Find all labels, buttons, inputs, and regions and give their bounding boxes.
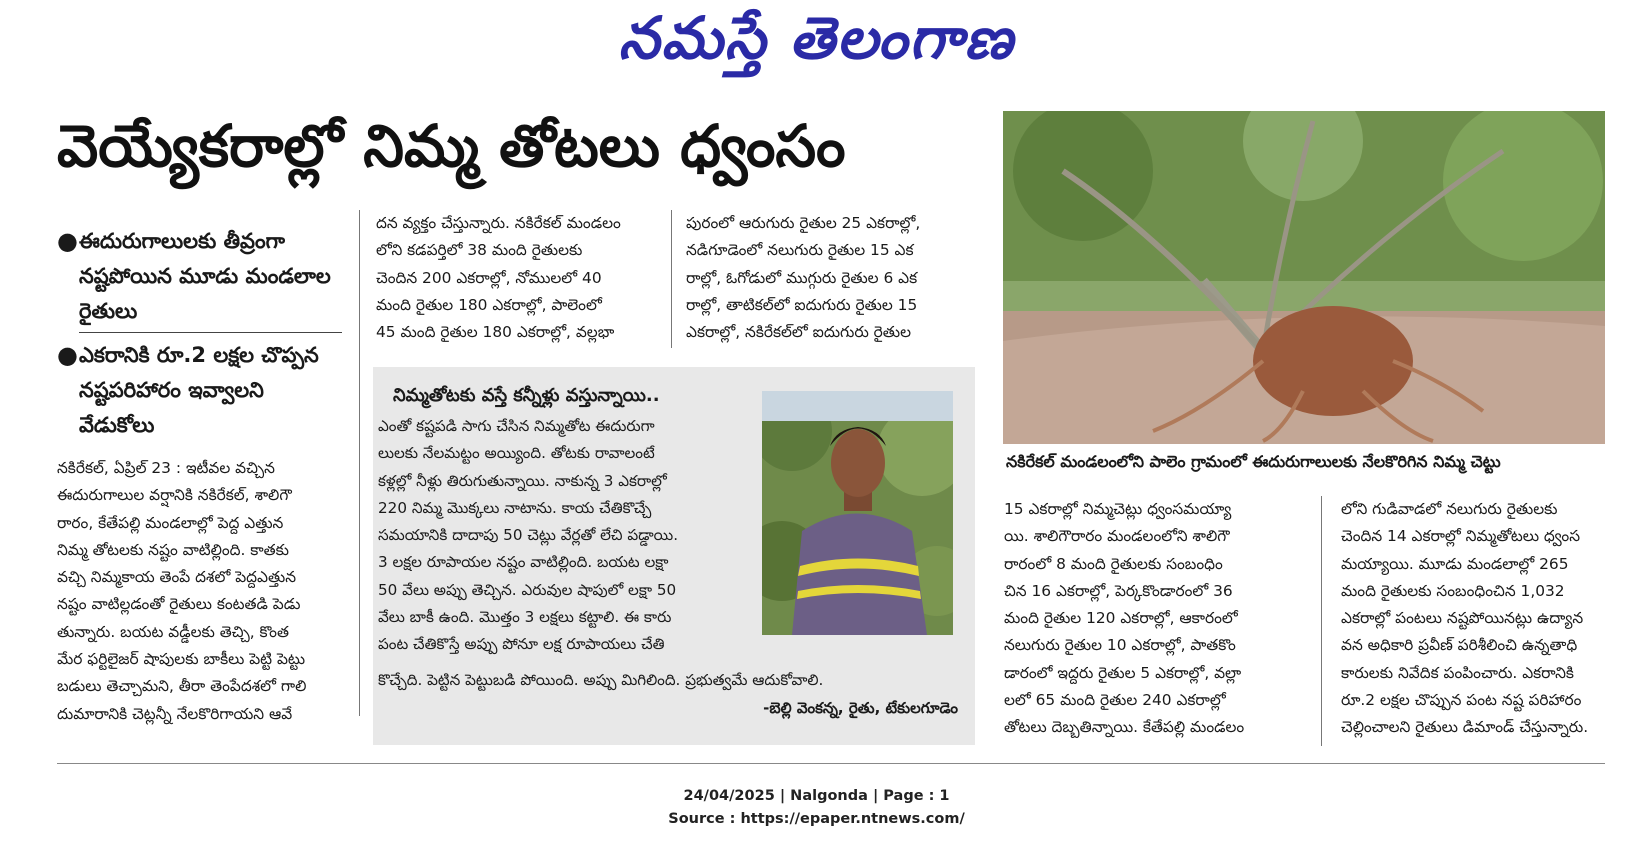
highlight-item (57, 224, 342, 329)
highlight-text: ఈదురుగాలులకు తీవ్రంగా నష్టపోయిన మూడు మండలాల రైతులు (79, 229, 331, 323)
article-text: 15 ఎకరాల్లో నిమ్మచెట్లు ధ్వంసమయ్యా యి. శాలిగౌరారం మండలంలోని శాలిగౌ రారంలో 8 మంది రైతులకు సంబంధిం చిన 16 ఎకరాల్లో, పెర్కకొండారంలో 36 మంది రైతుల 120 ఎకరాల్లో, ఆకారంలో నలుగురు రైతుల 10 ఎకరాల్లో, పాతకొం డారంలో ఇద్దరు రైతుల 5 ఎకరాల్లో, వల్లా లలో 65 మంది రైతుల 240 ఎకరాల్లో తోటలు దెబ్బతిన్నాయి. కేతేపల్లి మండలం (1004, 500, 1245, 737)
farmer-portrait (762, 391, 953, 635)
portrait-image (762, 391, 953, 635)
sidebar-credit: -బెల్లి వెంకన్న, రైతు, టేకులగూడెం (763, 699, 958, 717)
article-text: దన వ్యక్తం చేస్తున్నారు. నకిరేకల్ మండలం లోని కడపర్తిలో 38 మంది రైతులకు చెందిన 200 ఎకరాల్లో, నోములలో 40 మంది రైతుల 180 ఎకరాల్లో, పాలెంలో 45 మంది రైతుల 180 ఎకరాల్లో, వల్లభా (376, 214, 621, 342)
footer-source-line: Source : https://epaper.ntnews.com/ (668, 811, 965, 827)
column-rule (671, 210, 672, 348)
article-column-5 (1341, 496, 1605, 742)
highlight-item (57, 338, 342, 443)
article-column-2 (376, 210, 658, 346)
divider (79, 332, 342, 333)
sidebar-text: ఎంతో కష్టపడి సాగు చేసిన నిమ్మతోట ఈదురుగా లులకు నేలమట్టం అయ్యింది. తోటకు రావాలంటే కళ్లల్లో నీళ్లు తిరుగుతున్నాయి. నాకున్న 3 ఎకరాల్లో 220 నిమ్మ మొక్కలు నాటాను. కాయ చేతికొచ్చే సమయానికి దాదాపు 50 చెట్లు వేర్లతో లేచి పడ్డాయి. 3 లక్షల రూపాయల నష్టం వాటిల్లింది. బయట లక్షా 50 వేలు అప్పు తెచ్చిన. ఎరువుల షాపులో లక్షా 50 వేలు బాకీ ఉంది. మొత్తం 3 లక్షలు కట్టాలి. ఈ కారు పంట చేతికొస్తే అప్పు పోనూ లక్ష రూపాయలు చేతి (378, 417, 679, 654)
article-text: పురంలో ఆరుగురు రైతుల 25 ఎకరాల్లో, నడిగూడెంలో నలుగురు రైతుల 15 ఎక రాల్లో, ఓగోడులో ముగ్గురు రైతుల 6 ఎక రాల్లో, తాటికల్‌లో ఐదుగురు రైతుల 15 ఎకరాల్లో, నకిరేకల్‌లో ఐదుగురు రైతుల (686, 214, 921, 342)
highlight-text: ఎకరానికి రూ.2 లక్షల చొప్పన నష్టపరిహారం ఇవ్వాలని వేడుకోలు (79, 343, 319, 437)
headline: వెయ్యేకరాల్లో నిమ్మ తోటలు ధ్వంసం (57, 112, 846, 180)
sidebar-title: నిమ్మతోటకు వస్తే కన్నీళ్లు వస్తున్నాయి.. (393, 385, 660, 406)
footer-date-line: 24/04/2025 | Nalgonda | Page : 1 (683, 788, 950, 804)
sidebar-text-tail: కొచ్చేది. పెట్టిన పెట్టుబడి పోయింది. అప్పు మిగిలింది. ప్రభుత్వమే ఆదుకోవాలి. (378, 671, 824, 689)
column-rule (1321, 496, 1322, 746)
masthead: నమస్తే తెలంగాణ (618, 4, 1015, 72)
article-text: నకిరేకల్, ఏప్రిల్ 23 : ఇటీవల వచ్చిన ఈదురుగాలుల వర్షానికి నకిరేకల్, శాలిగౌ రారం, కేతేపల్లి మండలాల్లో పెద్ద ఎత్తున నిమ్మ తోటలకు నష్టం వాటిల్లింది. కాతకు వచ్చి నిమ్మకాయ తెంపే దశలో పెద్దఎత్తున నష్టం వాటిల్లడంతో రైతులు కంటతడి పెడు తున్నారు. బయట వడ్డీలకు తెచ్చి, కొంత మేర ఫర్టిలైజర్ షాపులకు బాకీలు పెట్టి పెట్టు బడులు తెచ్చామని, తీరా తెంపేదశలో గాలి దుమారానికి చెట్లన్నీ నేలకొరిగాయని ఆవే (57, 459, 307, 723)
article-text: లోని గుడివాడలో నలుగురు రైతులకు చెందిన 14 ఎకరాల్లో నిమ్మతోటలు ధ్వంస మయ్యాయి. మూడు మండలాల్లో 265 మంది రైతులకు సంబంధించిన 1,032 ఎకరాల్లో పంటలు నష్టపోయినట్లు ఉద్యాన వన అధికారి ప్రవీణ్ పరిశీలించి ఉన్నతాధి కారులకు నివేదిక పంపించారు. ఎకరానికి రూ.2 లక్షల చొప్పున పంట నష్ట పరిహారం చెల్లించాలని రైతులు డిమాండ్ చేస్తున్నారు. (1341, 500, 1589, 737)
footer-rule (57, 763, 1605, 764)
bullet-icon: ● (57, 341, 78, 369)
photo-caption: నకిరేకల్ మండలంలోని పాలెం గ్రామంలో ఈదురుగాలులకు నేలకొరిగిన నిమ్మ చెట్టు (1006, 452, 1501, 471)
highlights (57, 224, 342, 443)
column-rule (359, 210, 360, 716)
tree-image (1003, 111, 1605, 444)
article-column-4 (1004, 496, 1300, 742)
article-column-3 (686, 210, 971, 346)
bullet-icon: ● (57, 227, 78, 255)
uprooted-tree-photo (1003, 111, 1605, 444)
article-column-1 (57, 455, 339, 728)
